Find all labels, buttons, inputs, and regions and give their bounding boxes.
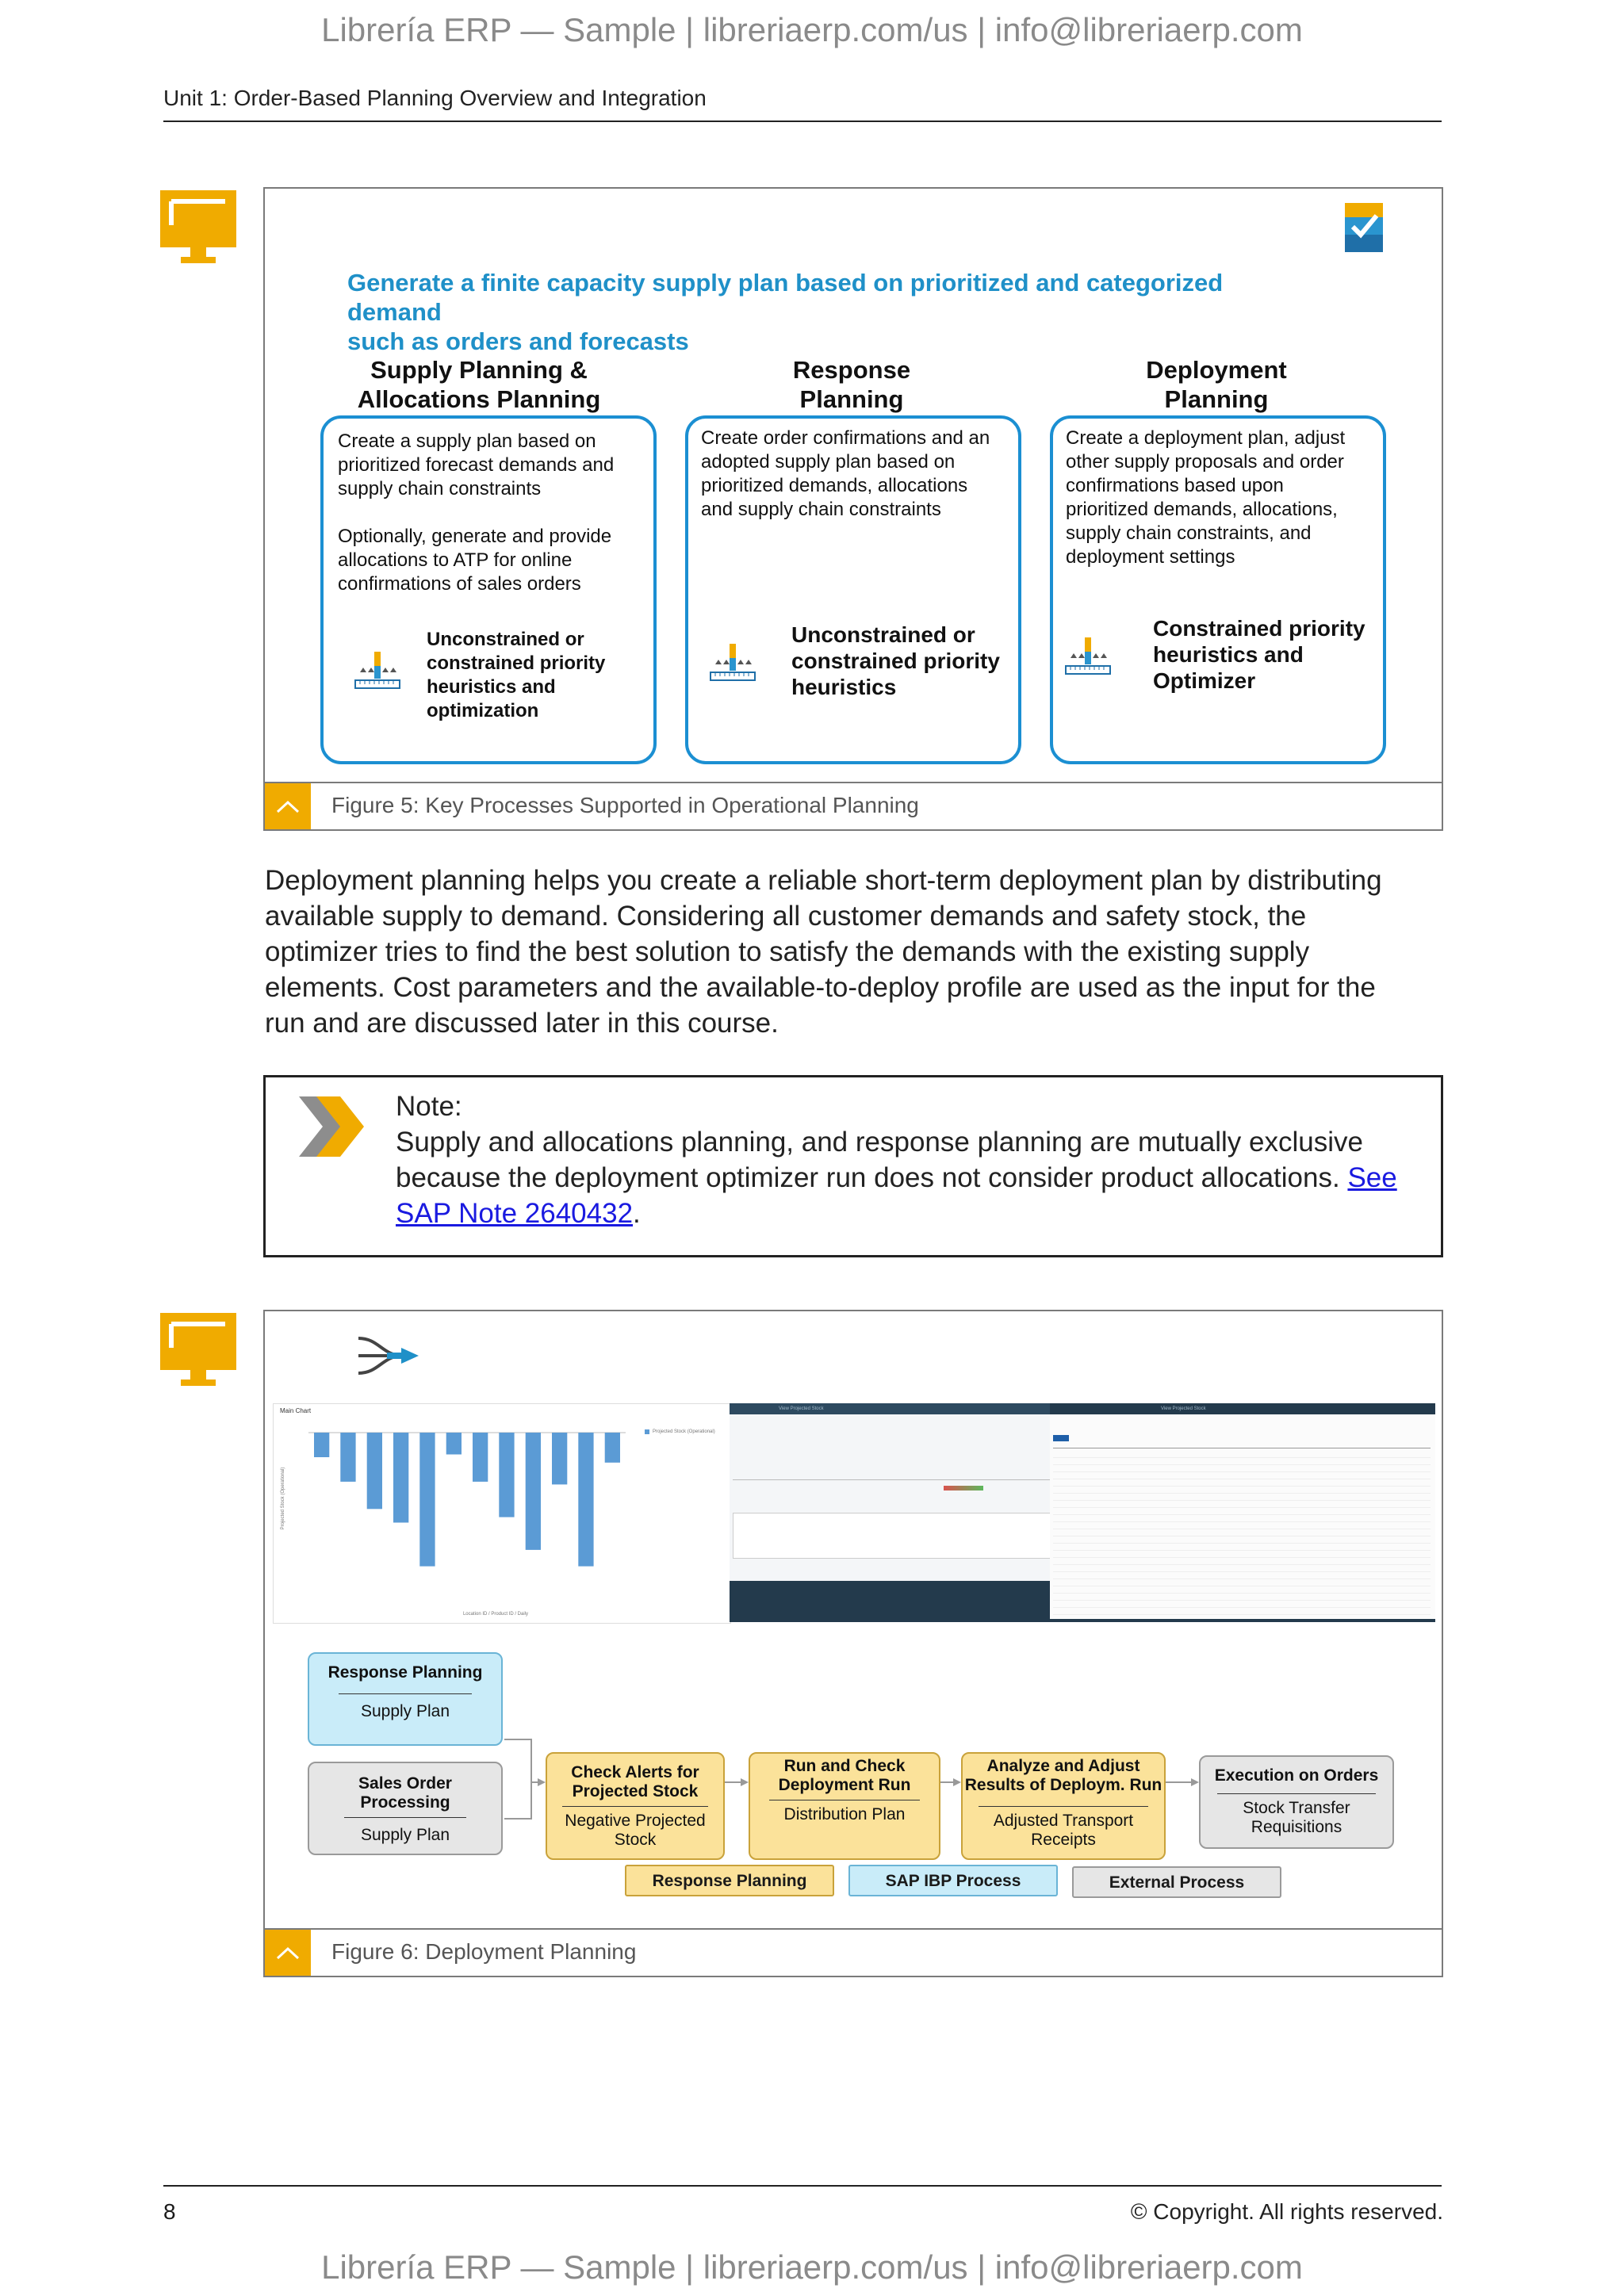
flow-title: Response Planning (327, 1663, 483, 1682)
flow-box-execution (1199, 1755, 1394, 1849)
flow-box-analyze (961, 1752, 1166, 1860)
process-box-deployment (1050, 415, 1386, 764)
flow-subtitle: Stock Transfer (1243, 1799, 1350, 1817)
chart-bar (446, 1433, 462, 1455)
screen-tab-active[interactable] (1053, 1435, 1069, 1441)
flow-separator (344, 1817, 466, 1818)
chart-title: Main Chart (280, 1407, 312, 1414)
figure-caption-bar (265, 1928, 1442, 1976)
method-line: Unconstrained or (427, 629, 584, 650)
method-line: Constrained priority (1153, 616, 1365, 641)
method-line: Unconstrained or (791, 622, 975, 647)
column-title-deployment (1050, 355, 1383, 414)
paragraph-line: available supply to demand. Considering all customer demands and safety stock, the (265, 901, 1307, 932)
desc-line: Create a supply plan based on (338, 430, 596, 452)
flow-subtitle: Supply Plan (360, 1826, 450, 1844)
flow-title: Analyze and Adjust (986, 1757, 1140, 1775)
screen-title: View Projected Stock (779, 1406, 824, 1411)
flow-separator (562, 1806, 708, 1807)
flow-box-run-check (749, 1752, 940, 1860)
arrowhead (538, 1778, 546, 1786)
method-line: constrained priority (427, 652, 606, 674)
flow-title: Execution on Orders (1214, 1766, 1379, 1785)
unit-title: Unit 1: Order-Based Planning Overview and Integration (163, 86, 707, 110)
method-line: optimization (427, 700, 539, 721)
title-line: Planning (799, 385, 904, 413)
method-text (1153, 615, 1365, 694)
figure-6 (263, 1310, 1443, 1977)
flow-title: Sales Order (358, 1774, 452, 1793)
status-bar (944, 1486, 983, 1490)
flow-separator (1217, 1793, 1376, 1794)
flow-title: Check Alerts for (571, 1763, 699, 1781)
desc-line: Create order confirmations and an (701, 427, 990, 449)
process-description (701, 427, 990, 522)
desc-line: prioritized forecast demands and (338, 454, 615, 476)
flow-title: Processing (360, 1793, 450, 1812)
chart-bar (314, 1433, 329, 1457)
projected-stock-screen-2 (1050, 1403, 1435, 1622)
collapse-button[interactable] (265, 1930, 311, 1976)
figure-5 (263, 187, 1443, 831)
headline-line: demand (347, 298, 442, 326)
sap-note-link[interactable]: See (1347, 1162, 1397, 1193)
chart-ylabel: Projected Stock (Operational) (281, 1467, 285, 1530)
connector (504, 1782, 531, 1819)
flow-box-response-planning (308, 1652, 503, 1746)
process-box-supply (320, 415, 657, 764)
sap-note-link[interactable]: SAP Note 2640432 (396, 1198, 634, 1229)
watermark-top: Librería ERP — Sample | libreriaerp.com/us | info@libreriaerp.com (321, 11, 1303, 48)
flow-subtitle: Requisitions (1251, 1818, 1342, 1836)
heuristics-scale-icon (354, 649, 401, 696)
figure-caption: Figure 5: Key Processes Supported in Operational Planning (331, 793, 919, 817)
flow-title: Deployment Run (778, 1776, 911, 1794)
flow-subtitle: Supply Plan (360, 1702, 450, 1720)
desc-line: adopted supply plan based on (701, 451, 956, 473)
chart-bar (578, 1433, 593, 1567)
process-box-response (685, 415, 1021, 764)
flow-box-check-alerts (546, 1752, 725, 1860)
title-line: Deployment (1146, 356, 1287, 384)
note-tail: . (633, 1198, 641, 1229)
method-line: constrained priority (791, 649, 1000, 673)
flow-title: Projected Stock (572, 1782, 699, 1800)
chart-bar (605, 1433, 620, 1463)
legend-swatch (645, 1429, 649, 1434)
method-text (791, 622, 1000, 700)
watermark-bottom: Librería ERP — Sample | libreriaerp.com/us | info@libreriaerp.com (321, 2248, 1303, 2286)
flow-separator (979, 1806, 1148, 1807)
body-paragraph (265, 863, 1454, 1041)
table-header-rule (733, 1479, 1058, 1480)
presentation-monitor-icon (160, 1313, 236, 1389)
collapse-button[interactable] (265, 783, 311, 829)
paragraph-line: elements. Cost parameters and the available-to-deploy profile are used as the input for the (265, 972, 1376, 1003)
headline-line: such as orders and forecasts (347, 327, 689, 355)
desc-line: Create a deployment plan, adjust (1066, 427, 1346, 449)
legend-external-process: External Process (1072, 1866, 1281, 1898)
chart-legend: Projected Stock (Operational) (653, 1429, 715, 1434)
arrowhead (1191, 1778, 1199, 1786)
note-chevron-icon (296, 1093, 367, 1160)
headline-line: Generate a finite capacity supply plan based on prioritized and categorized (347, 269, 1224, 297)
desc-line: deployment settings (1066, 546, 1235, 568)
legend-response-planning: Response Planning (625, 1865, 834, 1896)
note-text (396, 1160, 1397, 1196)
flow-title: Results of Deploym. Run (964, 1776, 1162, 1794)
title-line: Allocations Planning (357, 385, 601, 413)
checklist-icon (1343, 203, 1385, 254)
title-line: Planning (1164, 385, 1269, 413)
desc-line: supply chain constraints (338, 478, 542, 499)
column-title-response (685, 355, 1018, 414)
page-number: 8 (163, 2199, 176, 2224)
method-line: heuristics (791, 675, 897, 699)
presentation-monitor-icon (160, 190, 236, 266)
flow-subtitle: Negative Projected (565, 1812, 706, 1830)
chevron-up-icon (265, 783, 311, 829)
paragraph-line: optimizer tries to find the best solution to satisfy the demands with the existing supply (265, 936, 1310, 967)
chart-bar (419, 1433, 435, 1567)
process-description (338, 430, 614, 596)
data-table-rows (1053, 1451, 1431, 1617)
chart-bar (552, 1433, 567, 1484)
note-text-part: because the deployment optimizer run does not consider product allocations. (396, 1162, 1340, 1193)
figure-caption-bar (265, 782, 1442, 829)
desc-line: prioritized demands, allocations, (1066, 499, 1338, 520)
method-text (427, 628, 605, 723)
desc-line: confirmations of sales orders (338, 573, 581, 595)
chart-xlabel: Location ID / Product ID / Daily (462, 1612, 529, 1617)
paragraph-line: run and are discussed later in this course. (265, 1008, 779, 1039)
legend-sap-ibp-process: SAP IBP Process (848, 1865, 1058, 1896)
chart-bar (499, 1433, 514, 1517)
flow-box-sales-order (308, 1762, 503, 1855)
note-text: Supply and allocations planning, and response planning are mutually exclusive (396, 1127, 1363, 1158)
heuristics-scale-icon (709, 641, 756, 688)
method-line: heuristics and (427, 676, 556, 698)
flow-subtitle: Adjusted Transport (993, 1812, 1134, 1830)
heuristics-scale-icon (1064, 634, 1112, 682)
projected-stock-bar-chart (308, 1426, 626, 1577)
desc-spacer (338, 501, 614, 525)
method-line: Optimizer (1153, 668, 1256, 693)
note-label: Note: (396, 1091, 462, 1122)
copyright: © Copyright. All rights reserved. (1130, 2199, 1443, 2224)
desc-line: Optionally, generate and provide (338, 526, 612, 547)
chart-bar (340, 1433, 355, 1482)
arrowhead (953, 1778, 961, 1786)
desc-line: allocations to ATP for online (338, 549, 573, 571)
chart-bar (473, 1433, 488, 1482)
note-box (263, 1075, 1443, 1257)
arrowhead (741, 1778, 749, 1786)
chart-bar (526, 1433, 541, 1550)
desc-line: prioritized demands, allocations (701, 475, 968, 496)
note-content (396, 1089, 1397, 1231)
screen-title: View Projected Stock (1161, 1406, 1206, 1411)
method-line: heuristics and (1153, 642, 1304, 667)
flow-subtitle: Distribution Plan (783, 1805, 906, 1823)
chart-bar (367, 1433, 382, 1509)
flow-separator (339, 1693, 472, 1694)
merge-arrows-icon (355, 1332, 423, 1380)
detail-table (733, 1513, 1058, 1559)
footer-rule (163, 2185, 1442, 2187)
figure-headline (347, 268, 1299, 356)
screen-footer (730, 1581, 1063, 1622)
desc-line: and supply chain constraints (701, 499, 941, 520)
figure-caption: Figure 6: Deployment Planning (331, 1939, 637, 1964)
connector (504, 1739, 538, 1782)
desc-line: other supply proposals and order (1066, 451, 1344, 473)
projected-stock-screen-1 (730, 1403, 1063, 1622)
flow-subtitle: Stock (614, 1831, 657, 1849)
chevron-up-icon (265, 1930, 311, 1976)
title-line: Supply Planning & (370, 356, 588, 384)
chart-bar (393, 1433, 408, 1523)
column-title-supply (312, 355, 645, 414)
paragraph-line: Deployment planning helps you create a reliable short-term deployment plan by distributing (265, 865, 1382, 896)
header-rule (163, 121, 1442, 122)
desc-line: confirmations based upon (1066, 475, 1284, 496)
title-line: Response (792, 356, 911, 384)
desc-line: supply chain constraints, and (1066, 522, 1312, 544)
flow-subtitle: Receipts (1031, 1831, 1096, 1849)
note-text (396, 1196, 1397, 1231)
main-chart-screen (273, 1403, 731, 1624)
flow-title: Run and Check (783, 1757, 906, 1775)
process-description (1066, 427, 1345, 569)
